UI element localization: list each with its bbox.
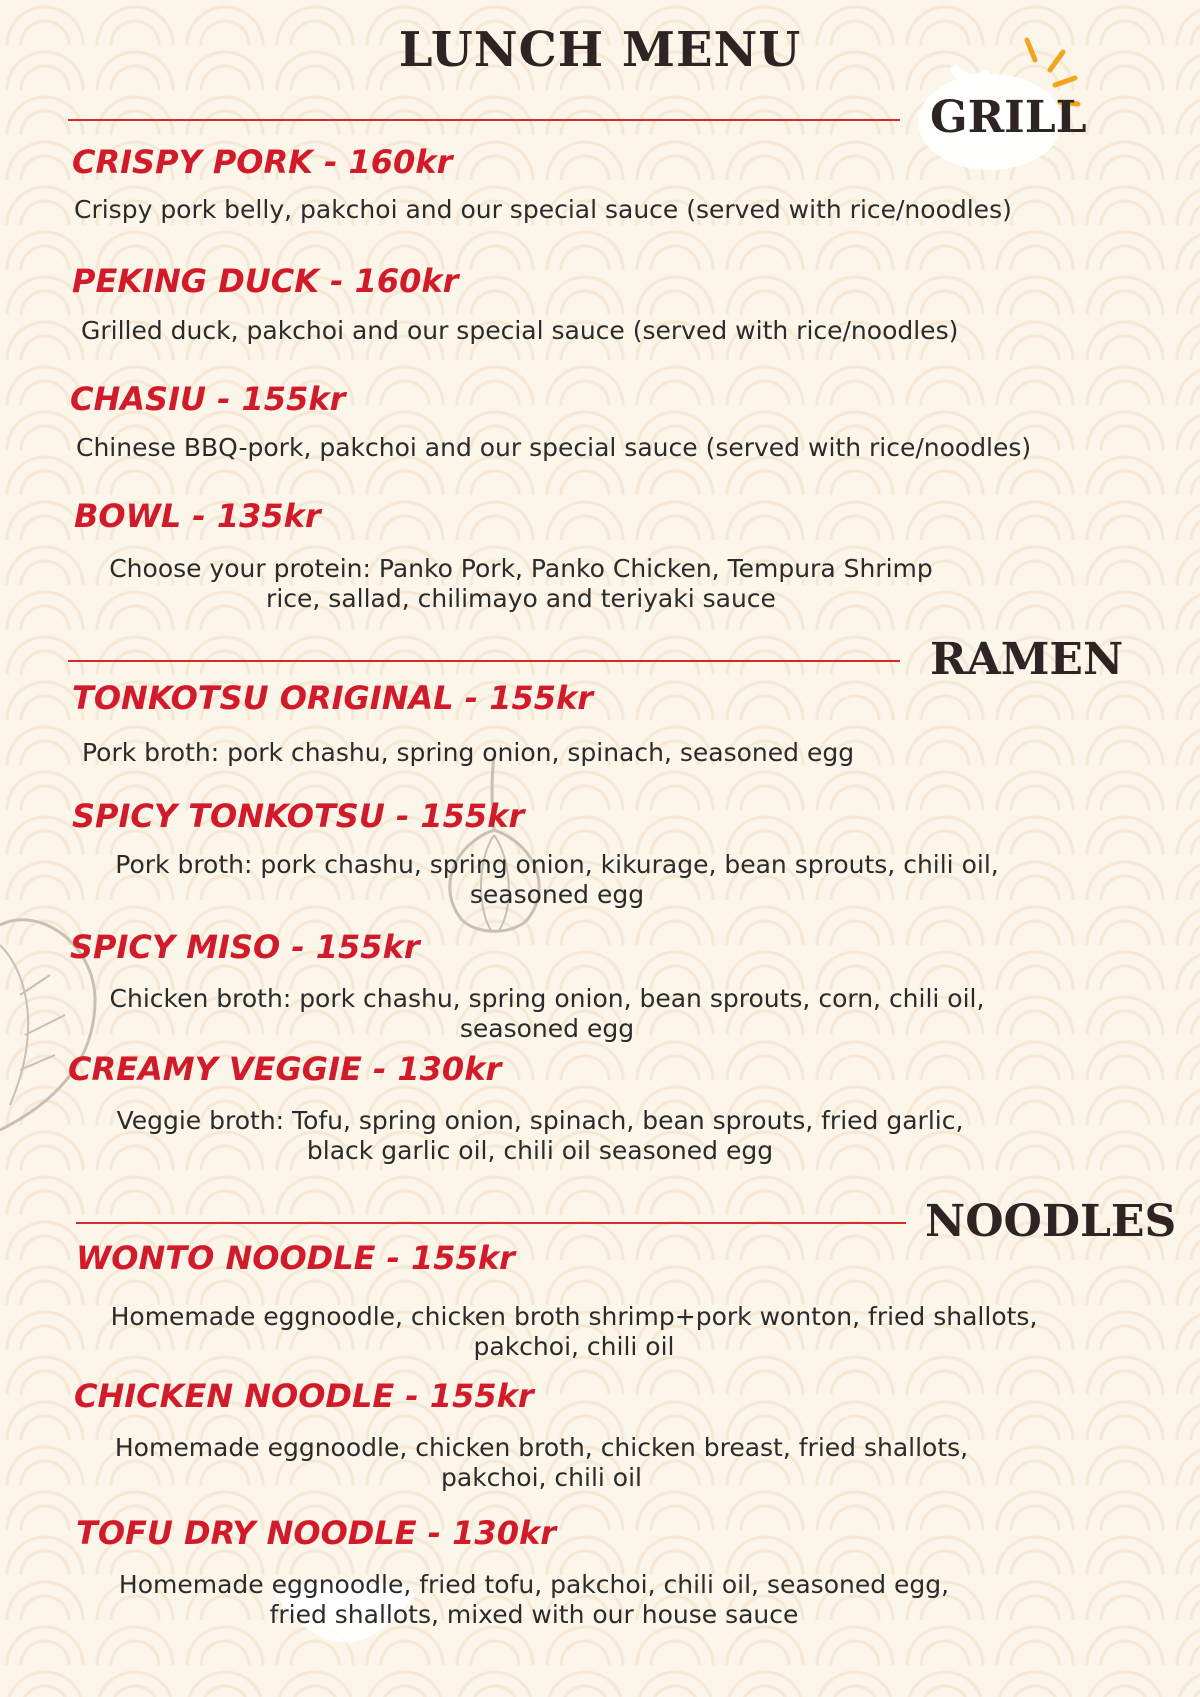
item-spicy-tonkotsu-desc (82, 850, 1032, 910)
desc-line: seasoned egg (469, 880, 645, 909)
desc-line: Pork broth: pork chashu, spring onion, kikurage, bean sprouts, chili oil, (115, 850, 999, 879)
desc-line: Homemade eggnoodle, chicken broth, chicken breast, fried shallots, (114, 1433, 969, 1462)
grill-divider (68, 119, 900, 121)
item-peking-duck-desc (81, 316, 958, 346)
item-spicy-tonkotsu-title: SPICY TONKOTSU - 155kr (72, 797, 525, 835)
section-grill-heading: GRILL (930, 92, 1087, 143)
desc-line: Chinese BBQ-pork, pakchoi and our special sauce (served with rice/noodles) (76, 433, 1032, 462)
desc-line: Pork broth: pork chashu, spring onion, spinach, seasoned egg (82, 738, 855, 767)
section-noodles-heading: NOODLES (925, 1196, 1177, 1247)
ramen-divider (68, 660, 900, 662)
desc-line: black garlic oil, chili oil seasoned egg (306, 1136, 774, 1165)
noodles-divider (76, 1222, 906, 1224)
desc-line: fried shallots, mixed with our house sauce (269, 1600, 799, 1629)
desc-line: pakchoi, chili oil (441, 1463, 642, 1492)
desc-line: pakchoi, chili oil (473, 1332, 675, 1361)
desc-line: Homemade eggnoodle, chicken broth shrimp+pork wonton, fried shallots, (110, 1302, 1038, 1331)
item-tonkotsu-original-title: TONKOTSU ORIGINAL - 155kr (72, 679, 594, 717)
desc-line: Choose your protein: Panko Pork, Panko Chicken, Tempura Shrimp (109, 554, 933, 583)
desc-line: Homemade eggnoodle, fried tofu, pakchoi, chili oil, seasoned egg, (118, 1570, 950, 1599)
item-creamy-veggie-desc (80, 1106, 1000, 1166)
item-spicy-miso-desc (78, 984, 1016, 1044)
desc-line: Veggie broth: Tofu, spring onion, spinach, bean sprouts, fried garlic, (116, 1106, 964, 1135)
desc-line: rice, sallad, chilimayo and teriyaki sauce (266, 584, 776, 613)
item-chicken-noodle-desc (84, 1433, 999, 1493)
item-creamy-veggie-title: CREAMY VEGGIE - 130kr (68, 1050, 502, 1088)
item-spicy-miso-title: SPICY MISO - 155kr (70, 928, 420, 966)
item-wonto-noodle-desc (84, 1302, 1064, 1362)
item-tonkotsu-original-desc (82, 738, 854, 768)
item-chasiu-desc (76, 433, 1031, 463)
item-bowl-desc (76, 554, 966, 614)
item-crispy-pork-title: CRISPY PORK - 160kr (72, 143, 453, 181)
garlic-icon (432, 750, 552, 940)
desc-line: Chicken broth: pork chashu, spring onion, bean sprouts, corn, chili oil, (109, 984, 985, 1013)
desc-line: Grilled duck, pakchoi and our special sauce (served with rice/noodles) (81, 316, 959, 345)
item-peking-duck-title: PEKING DUCK - 160kr (72, 262, 459, 300)
item-tofu-dry-noodle-desc (84, 1570, 984, 1630)
item-bowl-title: BOWL - 135kr (74, 497, 321, 535)
section-ramen-heading: RAMEN (930, 634, 1124, 685)
item-crispy-pork-desc (74, 195, 1012, 225)
item-tofu-dry-noodle-title: TOFU DRY NOODLE - 130kr (76, 1514, 557, 1552)
item-chicken-noodle-title: CHICKEN NOODLE - 155kr (74, 1377, 534, 1415)
item-wonto-noodle-title: WONTO NOODLE - 155kr (76, 1239, 515, 1277)
desc-line: seasoned egg (459, 1014, 635, 1043)
menu-title: LUNCH MENU (398, 22, 802, 78)
desc-line: Crispy pork belly, pakchoi and our special sauce (served with rice/noodles) (74, 195, 1012, 224)
item-chasiu-title: CHASIU - 155kr (70, 380, 346, 418)
